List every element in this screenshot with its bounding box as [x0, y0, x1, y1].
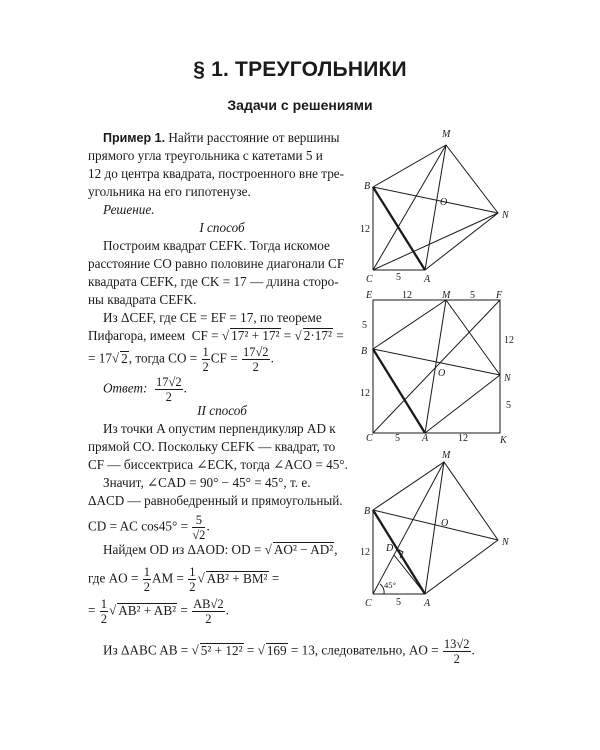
- fig3-label-A: A: [424, 598, 431, 609]
- fig2-bottom-5: 5: [395, 433, 400, 444]
- method1-line-6: Пифагора, имеем CF = √ 17² + 17² = √ 2·17² =: [88, 328, 344, 343]
- fig3-label-D: D: [386, 543, 394, 554]
- fig3-label-N: N: [502, 537, 509, 548]
- fig1-label-B: B: [364, 181, 371, 192]
- fig2-left-5: 5: [362, 320, 367, 331]
- example-line-3: 12 до центра квадрата, построенного вне тре-: [88, 166, 345, 181]
- method2-line-9: = $\frac{1}{2}$ √ AB² + AB² = $\frac{AB√2}{2}$ .: [88, 597, 229, 626]
- method1-line-1: Построим квадрат CEFK. Тогда искомое: [103, 238, 330, 253]
- example-line-1: Пример 1. Найти расстояние от вершины: [103, 130, 340, 145]
- method2-line-3: CF — биссектриса ∠ECK, тогда ∠ACO = 45°.: [88, 457, 348, 472]
- fig1-side-5: 5: [396, 272, 401, 283]
- fig2-right-12: 12: [504, 335, 514, 346]
- fig3-side-5: 5: [396, 597, 401, 608]
- figure-2-diagram: [358, 288, 523, 448]
- fig1-label-M: M: [442, 129, 451, 140]
- method2-line-5: ΔACD — равнобедренный и прямоугольный.: [88, 493, 343, 508]
- fig2-top-12: 12: [402, 290, 412, 301]
- method1-line-3: квадрата CEFK, где CK = 17 — длина сторо-: [88, 274, 339, 289]
- fig2-label-A: A: [422, 433, 429, 444]
- fig2-label-O: O: [438, 368, 446, 379]
- fig2-label-F: F: [496, 290, 503, 301]
- fig3-angle-45: 45°: [384, 580, 396, 590]
- fig2-left-12: 12: [360, 388, 370, 399]
- example-line-4: угольника на его гипотенузе.: [88, 184, 251, 199]
- fig2-right-5: 5: [506, 400, 511, 411]
- method2-line-6: CD = AC cos45° = $\frac{5}{√2}$ .: [88, 513, 210, 542]
- fig1-label-O: O: [440, 197, 448, 208]
- method1-line-7: = 17√ 2, тогда CO = $\frac{1}{2}$ CF = $\frac{17√2}{2}$ .: [88, 345, 274, 374]
- example-label: Пример 1.: [103, 131, 166, 145]
- method2-line-8: где AO = $\frac{1}{2}$ AM = $\frac{1}{2}$ √ AB² + BM² =: [88, 565, 280, 594]
- fig1-label-N: N: [502, 210, 509, 221]
- fig3-label-O: O: [441, 518, 449, 529]
- method1-line-5: Из ΔCEF, где CE = EF = 17, по теореме: [103, 310, 322, 325]
- fig2-label-N: N: [504, 373, 511, 384]
- fig2-label-B: B: [361, 346, 368, 357]
- section-subheading: Задачи с решениями: [227, 97, 373, 113]
- fig1-side-12: 12: [360, 224, 370, 235]
- method2-line-4: Значит, ∠CAD = 90° − 45° = 45°, т. е.: [103, 475, 311, 490]
- method1-line-4: ны квадрата CEFK.: [88, 292, 197, 307]
- method2-line-10: Из ΔABC AB = √ 5² + 12² = √ 169 = 13, следовательно, AO = $\frac{13√2}{2}$ .: [103, 637, 475, 666]
- method1-title: I способ: [199, 220, 245, 235]
- method1-answer: Ответ: $\frac{17√2}{2}$ .: [103, 375, 187, 404]
- fig2-label-K: K: [500, 435, 507, 446]
- fig1-label-C: C: [366, 274, 373, 285]
- fig1-label-A: A: [424, 274, 431, 285]
- figure-3-diagram: [358, 448, 518, 613]
- fig3-label-M: M: [442, 450, 451, 461]
- fig2-label-M: M: [442, 290, 451, 301]
- method2-line-1: Из точки A опустим перпендикуляр AD к: [103, 421, 336, 436]
- fig3-side-12: 12: [360, 547, 370, 558]
- example-line-2: прямого угла треугольника с катетами 5 и: [88, 148, 323, 163]
- solution-label: Решение.: [103, 202, 155, 217]
- fig2-top-5: 5: [470, 290, 475, 301]
- fig2-label-E: E: [366, 290, 373, 301]
- page-heading: § 1. ТРЕУГОЛЬНИКИ: [193, 58, 407, 81]
- method1-line-2: расстояние CO равно половине диагонали CF: [88, 256, 345, 271]
- fig2-label-C: C: [366, 433, 373, 444]
- method2-title: II способ: [197, 403, 247, 418]
- fig3-label-B: B: [364, 506, 371, 517]
- method2-line-7: Найдем OD из ΔAOD: OD = √ AO² − AD²,: [103, 542, 338, 557]
- fig3-label-C: C: [365, 598, 372, 609]
- method2-line-2: прямой CO. Поскольку CEFK — квадрат, то: [88, 439, 336, 454]
- figure-1-diagram: [358, 125, 518, 290]
- fig2-bottom-12: 12: [458, 433, 468, 444]
